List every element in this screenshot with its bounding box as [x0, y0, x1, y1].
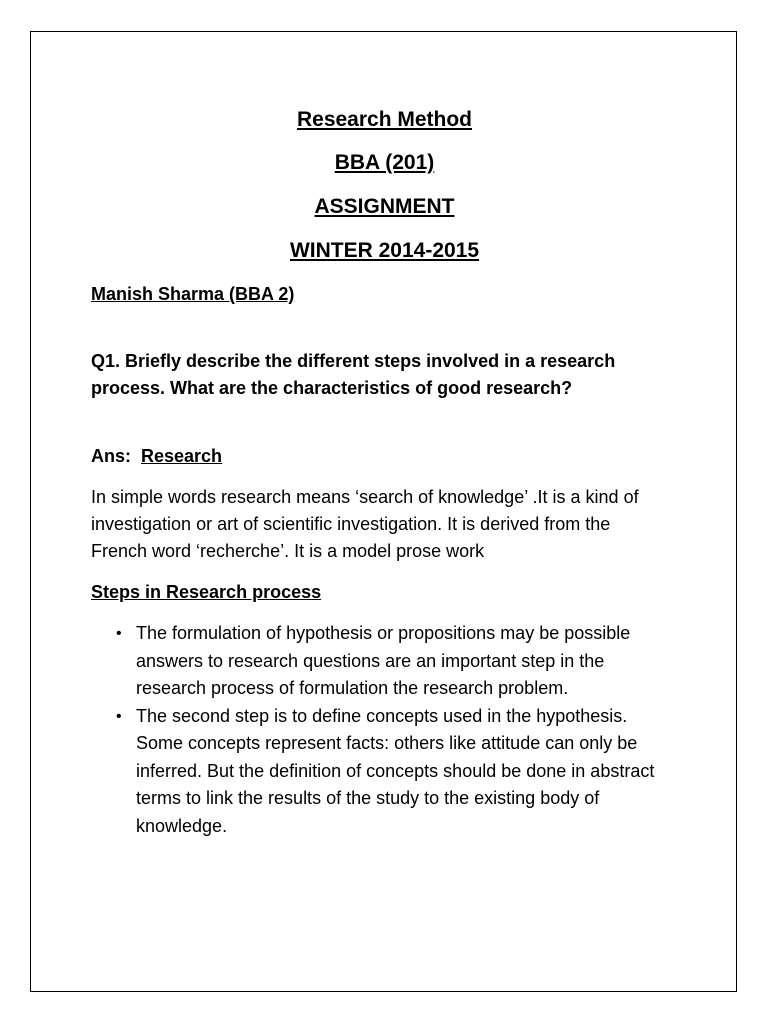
course-code: BBA (201)	[334, 151, 435, 174]
intro-paragraph: In simple words research means ‘search of knowledge’ .It is a kind of investigation or art of scientific investigation. It is derived from the French word ‘recherche’. It is a model prose work	[91, 487, 639, 561]
document-title: Research Method	[296, 108, 473, 131]
question-text: Q1. Briefly describe the different steps involved in a research process. What are the characteristics of good research?	[91, 351, 616, 398]
answer-label: Ans:	[91, 446, 131, 466]
step-text: The formulation of hypothesis or propositions may be possible answers to research questions are an important step in the research process of formulation the research problem.	[136, 623, 631, 698]
author-name: Manish Sharma (BBA 2)	[91, 284, 295, 304]
list-item	[91, 620, 671, 703]
session-label: WINTER 2014-2015	[289, 239, 480, 262]
answer-topic: Research	[141, 446, 223, 466]
bullet-icon: •	[116, 707, 122, 725]
bullet-icon: •	[116, 625, 122, 642]
steps-heading: Steps in Research process	[91, 582, 322, 602]
answer-heading	[91, 444, 222, 468]
steps-list	[91, 620, 671, 840]
list-item	[91, 703, 671, 841]
assignment-label: ASSIGNMENT	[314, 195, 455, 218]
document-page	[30, 31, 737, 992]
step-text: The second step is to define concepts used in the hypothesis. Some concepts represent facts: others like attitude can only be inferred. But the definition of concepts should be done in abstract terms to link the results of the study to the existing body of knowledge.	[136, 705, 655, 836]
